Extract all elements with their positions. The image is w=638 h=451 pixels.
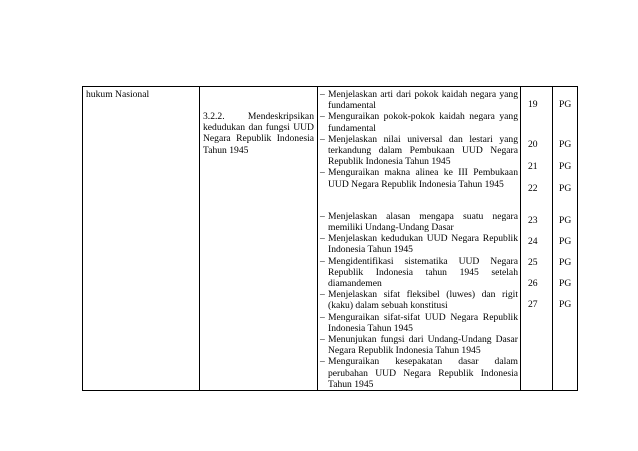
question-number: 19 (528, 99, 538, 110)
question-type: PG (559, 215, 572, 226)
indicator-item: – Menguraikan sifat-sifat UUD Negara Republik Indonesia Tahun 1945 (320, 311, 518, 334)
indicator-item: – Menunjukan fungsi dari Undang-Undang Dasar Negara Republik Indonesia Tahun 1945 (320, 334, 518, 357)
material-text: hukum Nasional (86, 89, 150, 100)
indicator-item: – Menjelaskan arti dari pokok kaidah negara yang fundamental (320, 89, 518, 112)
indicator-item: – Mengidentifikasi sistematika UUD Negara Republik Indonesia tahun 1945 setelah diamandemen (320, 255, 518, 290)
indicator-spacer (320, 190, 518, 211)
indicator-item: – Menjelaskan kedudukan UUD Negara Republik Indonesia Tahun 1945 (320, 233, 518, 256)
question-type: PG (559, 299, 572, 310)
question-type: PG (559, 183, 572, 194)
indicator-item: – Menjelaskan alasan mengapa suatu negara memiliki Undang-Undang Dasar (320, 210, 518, 234)
question-type: PG (559, 257, 572, 268)
question-number: 20 (528, 139, 538, 150)
question-number: 25 (528, 257, 538, 268)
question-type: PG (559, 161, 572, 172)
question-number: 26 (528, 278, 538, 289)
question-type: PG (559, 236, 572, 247)
indicator-item: – Menjelaskan nilai universal dan lestari yang terkandung dalam Pembukaan UUD Negara Republik Indonesia Tahun 1945 (320, 133, 518, 168)
material-cell (83, 87, 200, 391)
question-number: 21 (528, 161, 538, 172)
objective-text: 3.2.2. Mendeskripsikan kedudukan dan fungsi UUD Negara Republik Indonesia Tahun 1945 (203, 111, 314, 156)
question-type-cell (553, 87, 578, 391)
indicator-item: – Menjelaskan sifat fleksibel (luwes) dan rigit (kaku) dalam sebuah konstitusi (320, 289, 518, 312)
indicator-cell (318, 87, 521, 391)
table-row (83, 87, 578, 391)
question-number: 27 (528, 299, 538, 310)
question-type: PG (559, 139, 572, 150)
question-type: PG (559, 278, 572, 289)
question-number: 23 (528, 215, 538, 226)
indicator-table (82, 86, 578, 391)
question-number: 22 (528, 183, 538, 194)
indicator-item: – Menguraikan makna alinea ke III Pembukaan UUD Negara Republik Indonesia Tahun 1945 (320, 167, 518, 190)
question-number: 24 (528, 236, 538, 247)
question-type: PG (559, 99, 572, 110)
indicator-item: – Menguraikan pokok-pokok kaidah negara yang fundamental (320, 111, 518, 134)
indicator-item: – Menguraikan kesepakatan dasar dalam perubahan UUD Negara Republik Indonesia Tahun 1945 (320, 356, 518, 390)
objective-cell (200, 87, 318, 391)
question-number-cell (521, 87, 553, 391)
